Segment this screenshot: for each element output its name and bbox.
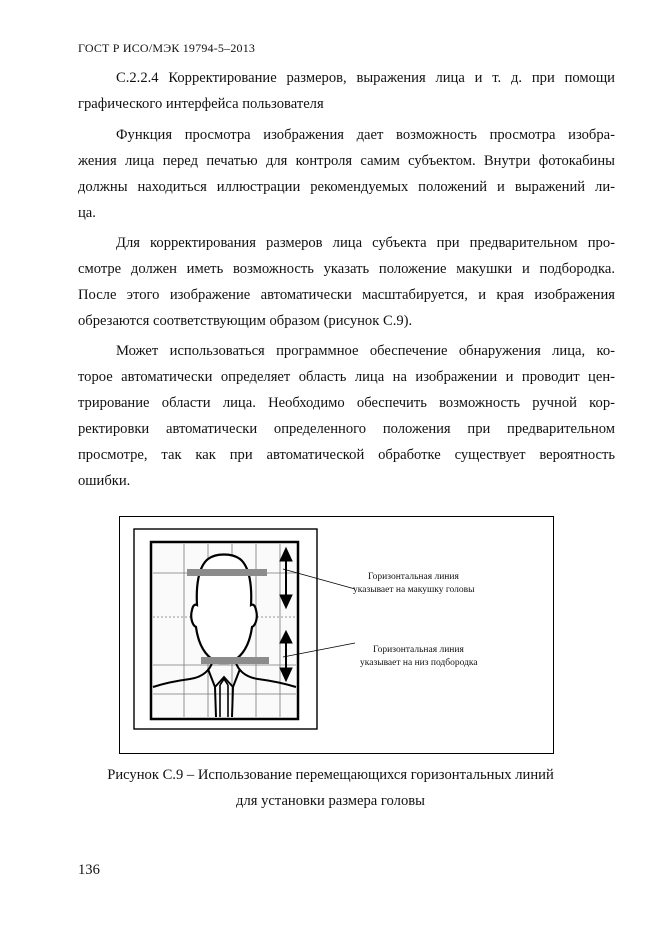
text-line: графического интерфейса пользователя <box>78 96 324 112</box>
paragraph <box>78 230 615 334</box>
text-line: обрезаются соответствующим образом (рисунок С.9). <box>78 313 413 329</box>
text-line: ректировки автоматически определенного положения при предварительном <box>78 421 615 437</box>
text-line: торое автоматически определяет область лица на изображении и проводит цен- <box>78 369 615 385</box>
crown-label-line2: указывает на макушку головы <box>353 585 475 595</box>
text-line: Может использоваться программное обеспечение обнаружения лица, ко- <box>116 343 615 359</box>
text-line: Для корректирования размеров лица субъекта при предварительном про- <box>116 235 615 251</box>
text-line: жения лица перед печатью для контроля самим субъектом. Внутри фотокабины <box>78 153 615 169</box>
figure-illustration <box>120 517 552 752</box>
page-number: 136 <box>78 862 100 878</box>
text-line: просмотре, так как при автоматической обработке существует вероятность <box>78 447 615 463</box>
paragraph <box>78 338 615 494</box>
text-line: должны находиться иллюстрации рекомендуемых положений и выражений ли- <box>78 179 615 195</box>
text-line: С.2.2.4 Корректирование размеров, выражения лица и т. д. при помощи <box>116 70 615 86</box>
chin-label-line1: Горизонтальная линия <box>373 645 464 655</box>
chin-guide-line <box>201 657 269 664</box>
figure-head-size <box>119 516 554 754</box>
paragraph <box>78 122 615 226</box>
crown-guide-line <box>187 569 267 576</box>
text-line: трирование области лица. Необходимо обеспечить возможность ручной кор- <box>78 395 615 411</box>
text-line: смотре должен иметь возможность указать положение макушки и подбородка. <box>78 261 615 277</box>
text-line: Функция просмотра изображения дает возможность просмотра изобра- <box>116 127 615 143</box>
section-heading <box>78 65 615 117</box>
text-line: ца. <box>78 205 96 221</box>
text-line: После этого изображение автоматически масштабируется, и края изображения <box>78 287 615 303</box>
figure-caption-line1: Рисунок С.9 – Использование перемещающихся горизонтальных линий <box>107 767 554 783</box>
chin-label-line2: указывает на низ подбородка <box>360 658 478 668</box>
text-line: ошибки. <box>78 473 131 489</box>
figure-caption-line2: для установки размера головы <box>236 793 425 809</box>
crown-label-line1: Горизонтальная линия <box>368 572 459 582</box>
page-header: ГОСТ Р ИСО/МЭК 19794-5–2013 <box>78 41 256 55</box>
